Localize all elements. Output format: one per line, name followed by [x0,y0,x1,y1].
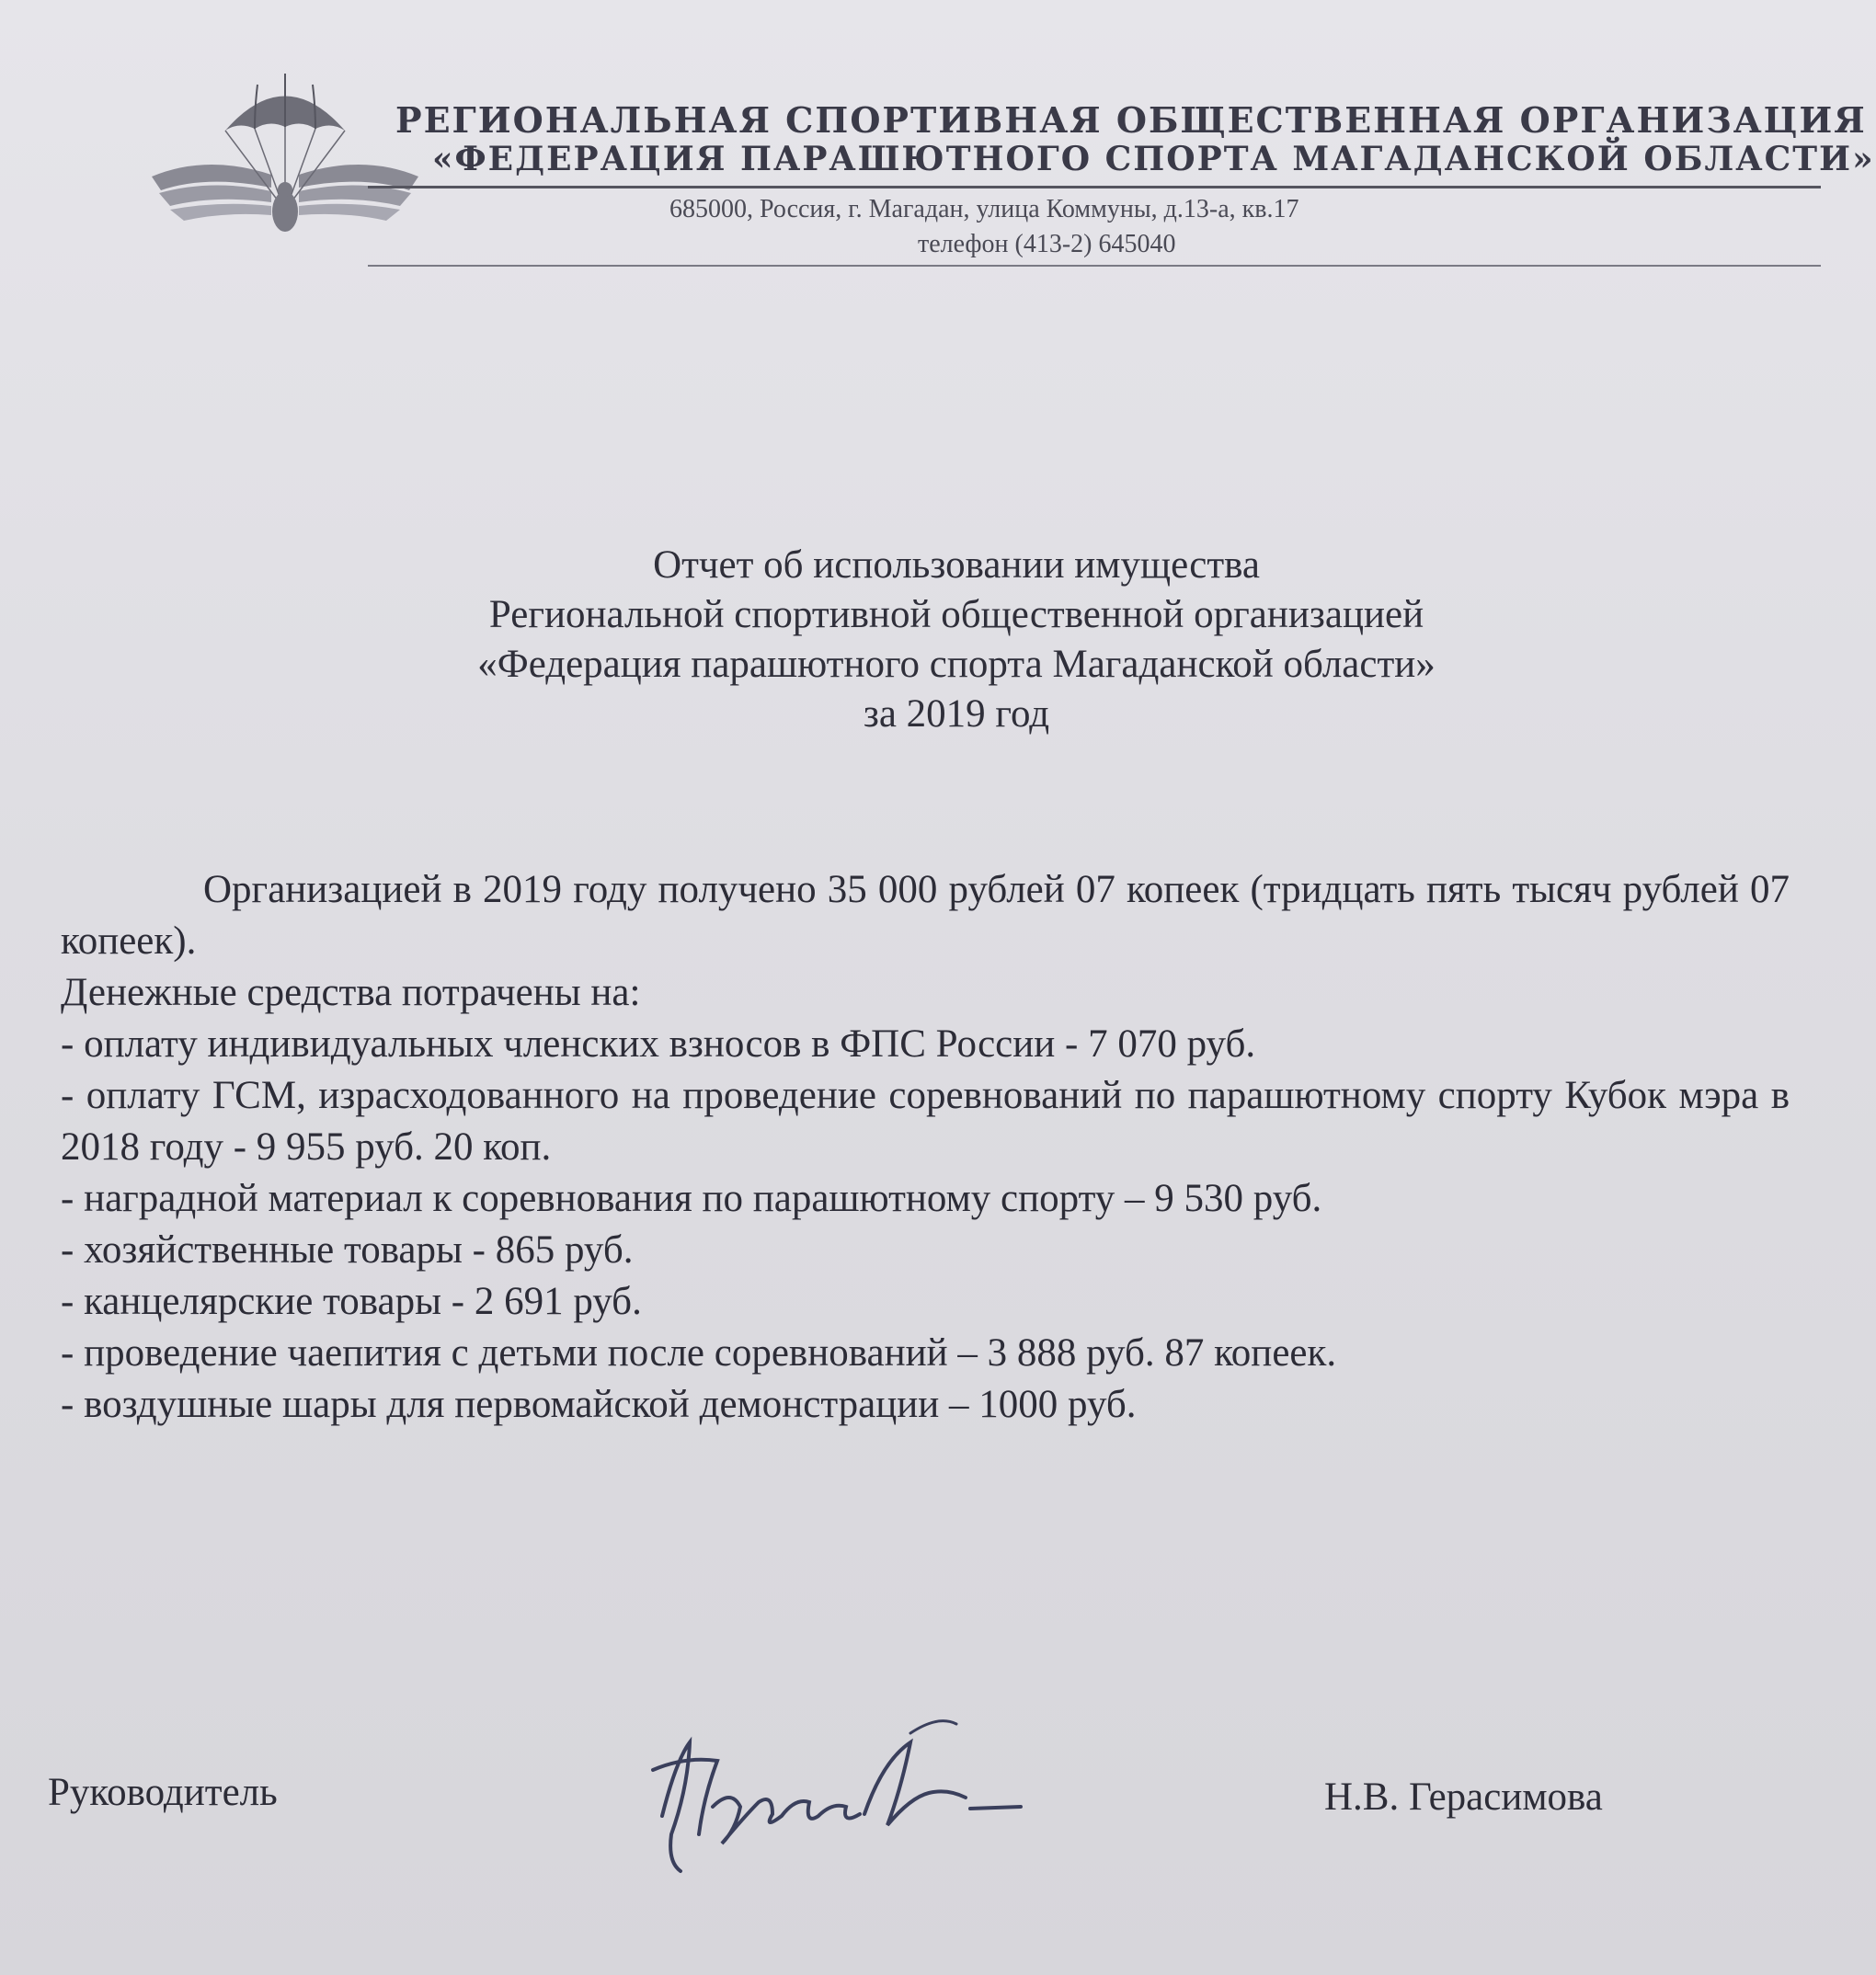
expense-item: - воздушные шары для первомайской демонстрации – 1000 руб. [61,1383,1137,1426]
report-title-line-1: Отчет об использовании имущества [653,543,1260,587]
report-title-line-2: Региональной спортивной общественной организацией [488,593,1424,636]
organization-phone: телефон (413-2) 645040 [918,230,1176,258]
expense-item: - канцелярские товары - 2 691 руб. [61,1280,642,1323]
spent-heading: Денежные средства потрачены на: [61,971,641,1014]
expense-item: - хозяйственные товары - 865 руб. [61,1228,634,1272]
organization-address: 685000, Россия, г. Магадан, улица Коммуны, д.13-а, кв.17 [669,195,1299,223]
expense-item: - проведение чаепития с детьми после соревнований – 3 888 руб. 87 копеек. [61,1331,1337,1375]
signatory-name: Н.В. Герасимова [1324,1775,1603,1819]
handwritten-signature-icon [635,1706,1039,1889]
organization-name-line-2: «ФЕДЕРАЦИЯ ПАРАШЮТНОГО СПОРТА МАГАДАНСКОЙ ОБЛАСТИ» [432,140,1875,178]
signatory-role: Руководитель [48,1771,278,1814]
parachute-wings-emblem-icon [133,66,437,259]
expense-item: - оплату ГСМ, израсходованного на проведение соревнований по парашютному спорту Кубок мэра в 2018 году - 9 955 руб. 20 коп. [61,1074,1790,1169]
organization-name-line-1: РЕГИОНАЛЬНАЯ СПОРТИВНАЯ ОБЩЕСТВЕННАЯ ОРГАНИЗАЦИЯ [395,99,1867,141]
expense-item: - оплату индивидуальных членских взносов в ФПС России - 7 070 руб. [61,1022,1256,1066]
letterhead-divider-top [368,186,1821,188]
intro-paragraph: Организацией в 2019 году получено 35 000 рублей 07 копеек (тридцать пять тысяч рублей 07 копеек). [61,868,1790,963]
report-title [0,541,1876,739]
report-title-line-3: «Федерация парашютного спорта Магаданской области» [477,643,1436,686]
report-title-line-4: за 2019 год [863,692,1050,736]
report-body [61,864,1790,1431]
letterhead-divider-bottom [368,265,1821,267]
expense-item: - наградной материал к соревнования по парашютному спорту – 9 530 руб. [61,1177,1322,1220]
